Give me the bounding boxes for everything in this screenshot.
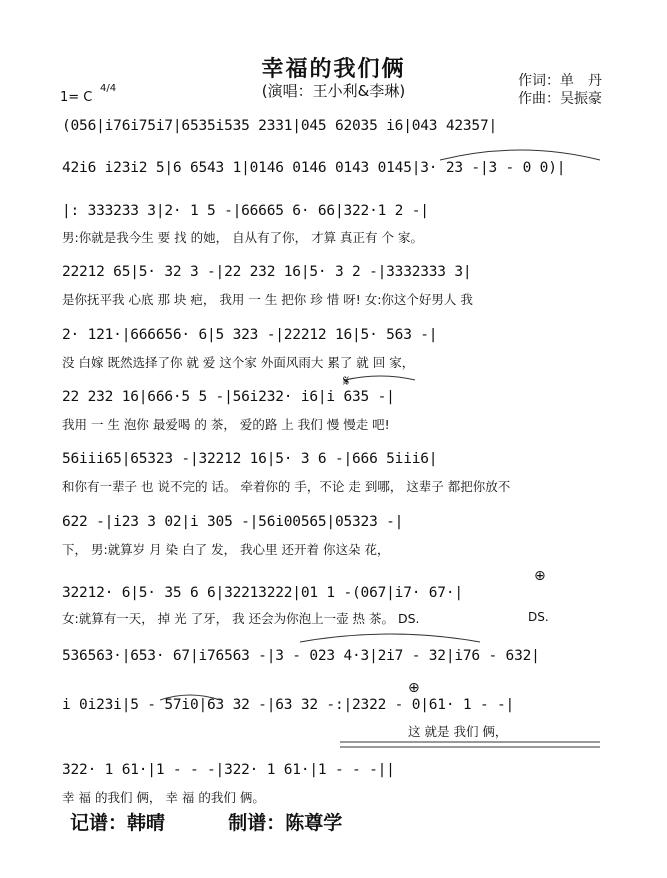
notation-row-6: 22 232 16|666·5 5 -|56i232· i6|i 635 -| — [62, 389, 395, 405]
coda-sign-ending: ⊕ — [408, 680, 420, 696]
notation-row-3: |: 333233 3|2· 1 5 -|66665 6· 66|322·1 2 -| — [62, 203, 429, 219]
lyrics-row-5: 没 白嫁 既然选择了你 就 爱 这个家 外面风雨大 累了 就 回 家， — [62, 355, 415, 370]
composer-credit: 作曲：吴振豪 — [518, 91, 602, 107]
transcriber-credit: 记谱：韩晴 — [70, 812, 166, 834]
footer-credits — [70, 808, 342, 835]
notation-row-12: 322· 1 61·|1 - - -|322· 1 61·|1 - - -|| — [62, 762, 395, 778]
slur-tie — [300, 634, 480, 642]
lyrics-row-3: 男:你就是我今生 要 找 的她， 自从有了你， 才算 真正有 个 家。 — [62, 230, 423, 245]
lyrics-row-7: 和你有一辈子 也 说不完的 话。 牵着你的 手，不论 走 到哪， 这辈子 都把你放不 — [62, 479, 511, 494]
notation-row-11: i 0i23i|5 - 57i0|63 32 -|63 32 -:|2322 - 0|61· 1 - -| — [62, 697, 515, 713]
notation-row-8: 622 -|i23 3 02|i 305 -|56i00565|05323 -| — [62, 514, 404, 530]
segno-sign: 𝄋 — [343, 372, 350, 390]
time-signature: 4/4 — [100, 83, 117, 94]
notation-row-1: (056|i76i75i7|6535i535 2331|045 62035 i6|043 42357| — [62, 118, 498, 134]
notation-row-7: 56iii65|65323 -|32212 16|5· 3 6 -|666 5iii6| — [62, 451, 438, 467]
notation-row-4: 22212 65|5· 32 3 -|22 232 16|5· 3 2 -|3332333 3| — [62, 264, 472, 280]
slur-tie — [345, 376, 415, 380]
performers-subtitle: (演唱：王小利&李琳) — [261, 82, 406, 100]
key-signature: 1= C — [60, 90, 93, 105]
ds-label: DS. — [528, 610, 549, 624]
coda-sign-ds: ⊕ — [534, 568, 546, 584]
notation-row-5: 2· 121·|666656· 6|5 323 -|22212 16|5· 563 -| — [62, 327, 438, 343]
slur-tie — [440, 150, 600, 160]
lyrics-row-6: 我用 一 生 泡你 最爱喝 的 茶， 爱的路 上 我们 慢 慢走 吧! — [62, 417, 390, 432]
lyrics-row-12: 幸 福 的我们 俩， 幸 福 的我们 俩。 — [62, 790, 265, 805]
notation-row-2: 42i6 i23i2 5|6 6543 1|0146 0146 0143 0145|3· 23 -|3 - 0 0)| — [62, 160, 566, 176]
lyrics-row-11: 这 就是 我们 俩， — [408, 724, 508, 739]
slur-tie — [160, 695, 220, 700]
notation-row-10: 536563·|653· 67|i76563 -|3 - 023 4·3|2i7 - 32|i76 - 632| — [62, 648, 540, 664]
lyrics-row-8: 下， 男:就算岁 月 染 白了 发， 我心里 还开着 你这朵 花， — [62, 542, 390, 557]
notation-row-9: 32212· 6|5· 35 6 6|32213222|01 1 -(067|i7· 67·| — [62, 585, 463, 601]
lyrics-row-4: 是你抚平我 心底 那 块 疤， 我用 一 生 把你 珍 惜 呀! 女:你这个好男人 我 — [62, 292, 473, 307]
lyrics-row-9: 女:就算有一天， 掉 光 了牙， 我 还会为你泡上一壶 热 茶。 DS. — [62, 611, 420, 626]
song-title: 幸福的我们俩 — [261, 57, 406, 82]
lyricist-credit: 作词：单 丹 — [518, 73, 602, 89]
arranger-credit: 制谱：陈尊学 — [228, 812, 343, 834]
